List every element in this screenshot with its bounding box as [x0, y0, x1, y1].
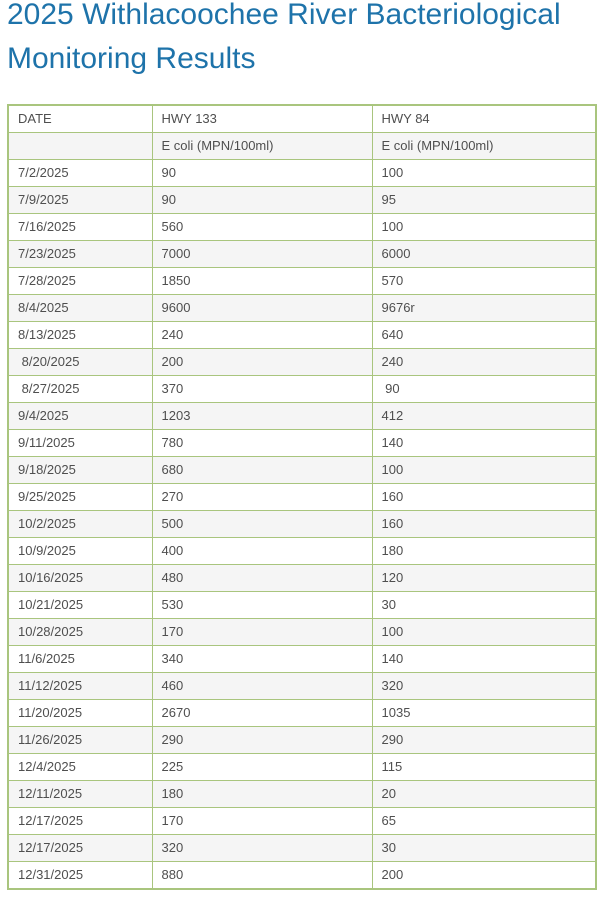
hwy-84-value-cell: 180 [372, 538, 596, 565]
hwy-133-value-cell: 170 [152, 619, 372, 646]
hwy-84-value-cell: 140 [372, 430, 596, 457]
date-cell: 7/2/2025 [8, 160, 152, 187]
column-header-hwy-133: HWY 133 [152, 105, 372, 133]
date-cell: 8/20/2025 [8, 349, 152, 376]
date-cell: 9/11/2025 [8, 430, 152, 457]
hwy-133-value-cell: 340 [152, 646, 372, 673]
table-row [8, 187, 596, 214]
date-cell: 8/4/2025 [8, 295, 152, 322]
table-row [8, 538, 596, 565]
hwy-84-value-cell: 20 [372, 781, 596, 808]
table-row [8, 376, 596, 403]
date-cell: 11/26/2025 [8, 727, 152, 754]
table-row [8, 727, 596, 754]
table-row [8, 160, 596, 187]
date-cell: 9/4/2025 [8, 403, 152, 430]
hwy-133-value-cell: 880 [152, 862, 372, 890]
hwy-84-value-cell: 160 [372, 511, 596, 538]
hwy-84-value-cell: 115 [372, 754, 596, 781]
hwy-133-value-cell: 2670 [152, 700, 372, 727]
page-title-line1: 2025 Withlacoochee River Bacteriological [7, 0, 561, 31]
subheader-ecoli-hwy-133: E coli (MPN/100ml) [152, 133, 372, 160]
hwy-133-value-cell: 225 [152, 754, 372, 781]
table-row [8, 754, 596, 781]
hwy-84-value-cell: 100 [372, 160, 596, 187]
table-row [8, 592, 596, 619]
hwy-133-value-cell: 560 [152, 214, 372, 241]
hwy-133-value-cell: 500 [152, 511, 372, 538]
table-header-row [8, 105, 596, 133]
hwy-84-value-cell: 6000 [372, 241, 596, 268]
date-cell: 9/25/2025 [8, 484, 152, 511]
page-title [7, 0, 600, 81]
date-cell: 10/9/2025 [8, 538, 152, 565]
hwy-84-value-cell: 65 [372, 808, 596, 835]
hwy-84-value-cell: 30 [372, 835, 596, 862]
table-row [8, 430, 596, 457]
table-row [8, 349, 596, 376]
hwy-84-value-cell: 100 [372, 457, 596, 484]
hwy-84-value-cell: 100 [372, 214, 596, 241]
table-body [8, 160, 596, 890]
hwy-133-value-cell: 240 [152, 322, 372, 349]
date-cell: 7/16/2025 [8, 214, 152, 241]
hwy-133-value-cell: 270 [152, 484, 372, 511]
date-cell: 9/18/2025 [8, 457, 152, 484]
hwy-133-value-cell: 400 [152, 538, 372, 565]
table-row [8, 835, 596, 862]
hwy-84-value-cell: 570 [372, 268, 596, 295]
table-row [8, 268, 596, 295]
hwy-84-value-cell: 1035 [372, 700, 596, 727]
column-header-date: DATE [8, 105, 152, 133]
hwy-133-value-cell: 480 [152, 565, 372, 592]
hwy-133-value-cell: 680 [152, 457, 372, 484]
hwy-133-value-cell: 370 [152, 376, 372, 403]
table-row [8, 241, 596, 268]
table-row [8, 862, 596, 890]
date-cell: 10/16/2025 [8, 565, 152, 592]
date-cell: 8/27/2025 [8, 376, 152, 403]
hwy-84-value-cell: 140 [372, 646, 596, 673]
hwy-84-value-cell: 240 [372, 349, 596, 376]
monitoring-results-table [7, 104, 597, 890]
column-header-hwy-84: HWY 84 [372, 105, 596, 133]
date-cell: 11/12/2025 [8, 673, 152, 700]
hwy-133-value-cell: 90 [152, 187, 372, 214]
date-cell: 11/20/2025 [8, 700, 152, 727]
date-cell: 10/21/2025 [8, 592, 152, 619]
hwy-84-value-cell: 9676r [372, 295, 596, 322]
hwy-133-value-cell: 7000 [152, 241, 372, 268]
subheader-empty-cell [8, 133, 152, 160]
table-row [8, 565, 596, 592]
table-row [8, 484, 596, 511]
hwy-133-value-cell: 170 [152, 808, 372, 835]
page-title-line2: Monitoring Results [7, 42, 256, 75]
hwy-133-value-cell: 180 [152, 781, 372, 808]
date-cell: 10/2/2025 [8, 511, 152, 538]
table-row [8, 322, 596, 349]
subheader-ecoli-hwy-84: E coli (MPN/100ml) [372, 133, 596, 160]
hwy-133-value-cell: 1203 [152, 403, 372, 430]
date-cell: 7/9/2025 [8, 187, 152, 214]
date-cell: 7/23/2025 [8, 241, 152, 268]
date-cell: 11/6/2025 [8, 646, 152, 673]
table-row [8, 214, 596, 241]
table-row [8, 457, 596, 484]
hwy-84-value-cell: 30 [372, 592, 596, 619]
hwy-84-value-cell: 90 [372, 376, 596, 403]
table-row [8, 403, 596, 430]
hwy-133-value-cell: 1850 [152, 268, 372, 295]
hwy-84-value-cell: 640 [372, 322, 596, 349]
hwy-133-value-cell: 290 [152, 727, 372, 754]
date-cell: 10/28/2025 [8, 619, 152, 646]
hwy-84-value-cell: 160 [372, 484, 596, 511]
date-cell: 12/11/2025 [8, 781, 152, 808]
table-row [8, 646, 596, 673]
table-row [8, 619, 596, 646]
hwy-84-value-cell: 320 [372, 673, 596, 700]
table-row [8, 673, 596, 700]
hwy-84-value-cell: 412 [372, 403, 596, 430]
date-cell: 12/31/2025 [8, 862, 152, 890]
date-cell: 12/4/2025 [8, 754, 152, 781]
hwy-133-value-cell: 780 [152, 430, 372, 457]
table-row [8, 295, 596, 322]
date-cell: 7/28/2025 [8, 268, 152, 295]
table-row [8, 511, 596, 538]
hwy-84-value-cell: 290 [372, 727, 596, 754]
hwy-84-value-cell: 95 [372, 187, 596, 214]
date-cell: 12/17/2025 [8, 808, 152, 835]
hwy-133-value-cell: 9600 [152, 295, 372, 322]
date-cell: 12/17/2025 [8, 835, 152, 862]
date-cell: 8/13/2025 [8, 322, 152, 349]
table-row [8, 700, 596, 727]
hwy-133-value-cell: 90 [152, 160, 372, 187]
hwy-133-value-cell: 320 [152, 835, 372, 862]
hwy-133-value-cell: 200 [152, 349, 372, 376]
hwy-133-value-cell: 460 [152, 673, 372, 700]
table-row [8, 781, 596, 808]
hwy-84-value-cell: 200 [372, 862, 596, 890]
hwy-84-value-cell: 120 [372, 565, 596, 592]
table-row [8, 808, 596, 835]
table-subheader-row [8, 133, 596, 160]
hwy-133-value-cell: 530 [152, 592, 372, 619]
hwy-84-value-cell: 100 [372, 619, 596, 646]
